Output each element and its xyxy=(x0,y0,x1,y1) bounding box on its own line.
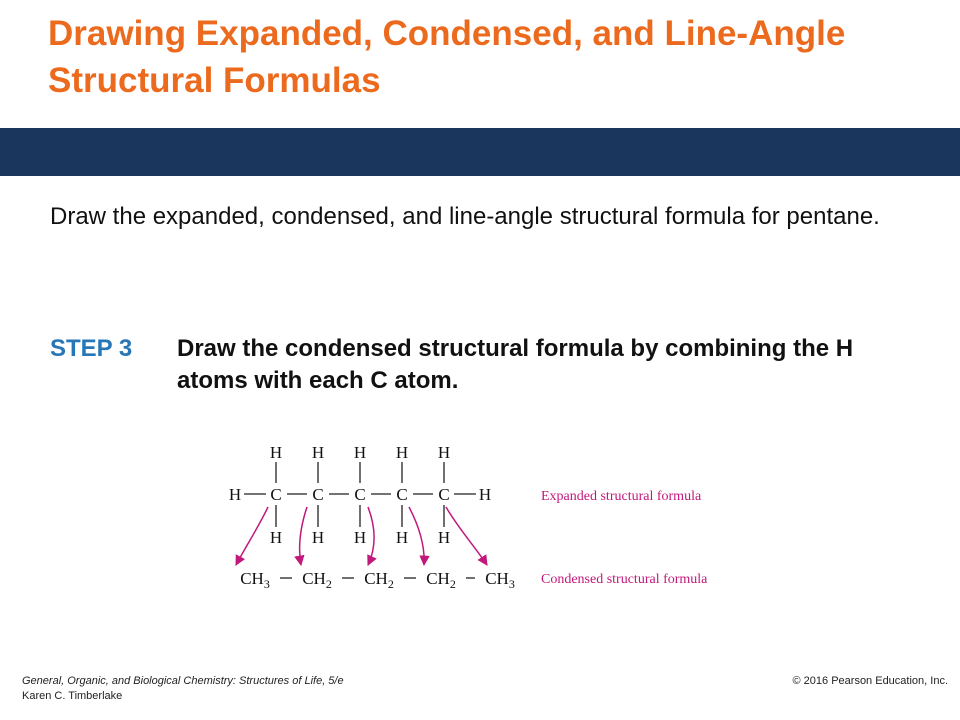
step-label: STEP 3 xyxy=(50,335,133,362)
condensed-group: $CH_2$ xyxy=(302,569,332,591)
hydrogen-atom: H xyxy=(269,528,283,547)
condensed-group: $CH_3$ xyxy=(485,569,515,591)
condensed-group: $CH_2$ xyxy=(364,569,394,591)
slide-title: Drawing Expanded, Condensed, and Line-Angle Structural Formulas xyxy=(48,14,846,100)
arrow xyxy=(300,507,307,565)
arrow xyxy=(446,507,487,565)
hydrogen-atom: H xyxy=(395,443,409,462)
hydrogen-atom: H xyxy=(311,528,325,547)
footer-copyright: © 2016 Pearson Education, Inc. xyxy=(792,675,948,687)
hydrogen-atom: H xyxy=(269,443,283,462)
condensed-formula xyxy=(240,569,515,591)
arrow xyxy=(368,507,374,565)
hydrogen-atom: H xyxy=(353,443,367,462)
hydrogen-atom: H xyxy=(478,485,492,504)
expanded-label: Expanded structural formula xyxy=(541,489,702,504)
carbon-atom: C xyxy=(270,485,282,504)
hydrogen-atom: H xyxy=(437,443,451,462)
carbon-atom: C xyxy=(354,485,366,504)
carbon-atom: C xyxy=(396,485,408,504)
carbon-atom: C xyxy=(438,485,450,504)
intro-text: Draw the expanded, condensed, and line-angle structural formula for pentane. xyxy=(50,203,880,230)
expanded-formula xyxy=(229,443,491,547)
condensed-label: Condensed structural formula xyxy=(541,572,708,587)
condensed-group: $CH_2$ xyxy=(426,569,456,591)
footer-citation xyxy=(22,674,542,704)
arrow xyxy=(409,507,424,565)
carbon-atom: C xyxy=(312,485,324,504)
hydrogen-atom: H xyxy=(395,528,409,547)
hydrogen-atom: H xyxy=(228,485,242,504)
footer-author: Karen C. Timberlake xyxy=(22,690,123,702)
step-text: Draw the condensed structural formula by combining the H atoms with each C atom. xyxy=(177,335,854,394)
footer-book: General, Organic, and Biological Chemistry: Structures of Life, 5/e xyxy=(22,675,344,687)
arrow xyxy=(236,507,268,565)
hydrogen-atom: H xyxy=(437,528,451,547)
hydrogen-atom: H xyxy=(353,528,367,547)
condensed-group: $CH_3$ xyxy=(240,569,270,591)
hydrogen-atom: H xyxy=(311,443,325,462)
